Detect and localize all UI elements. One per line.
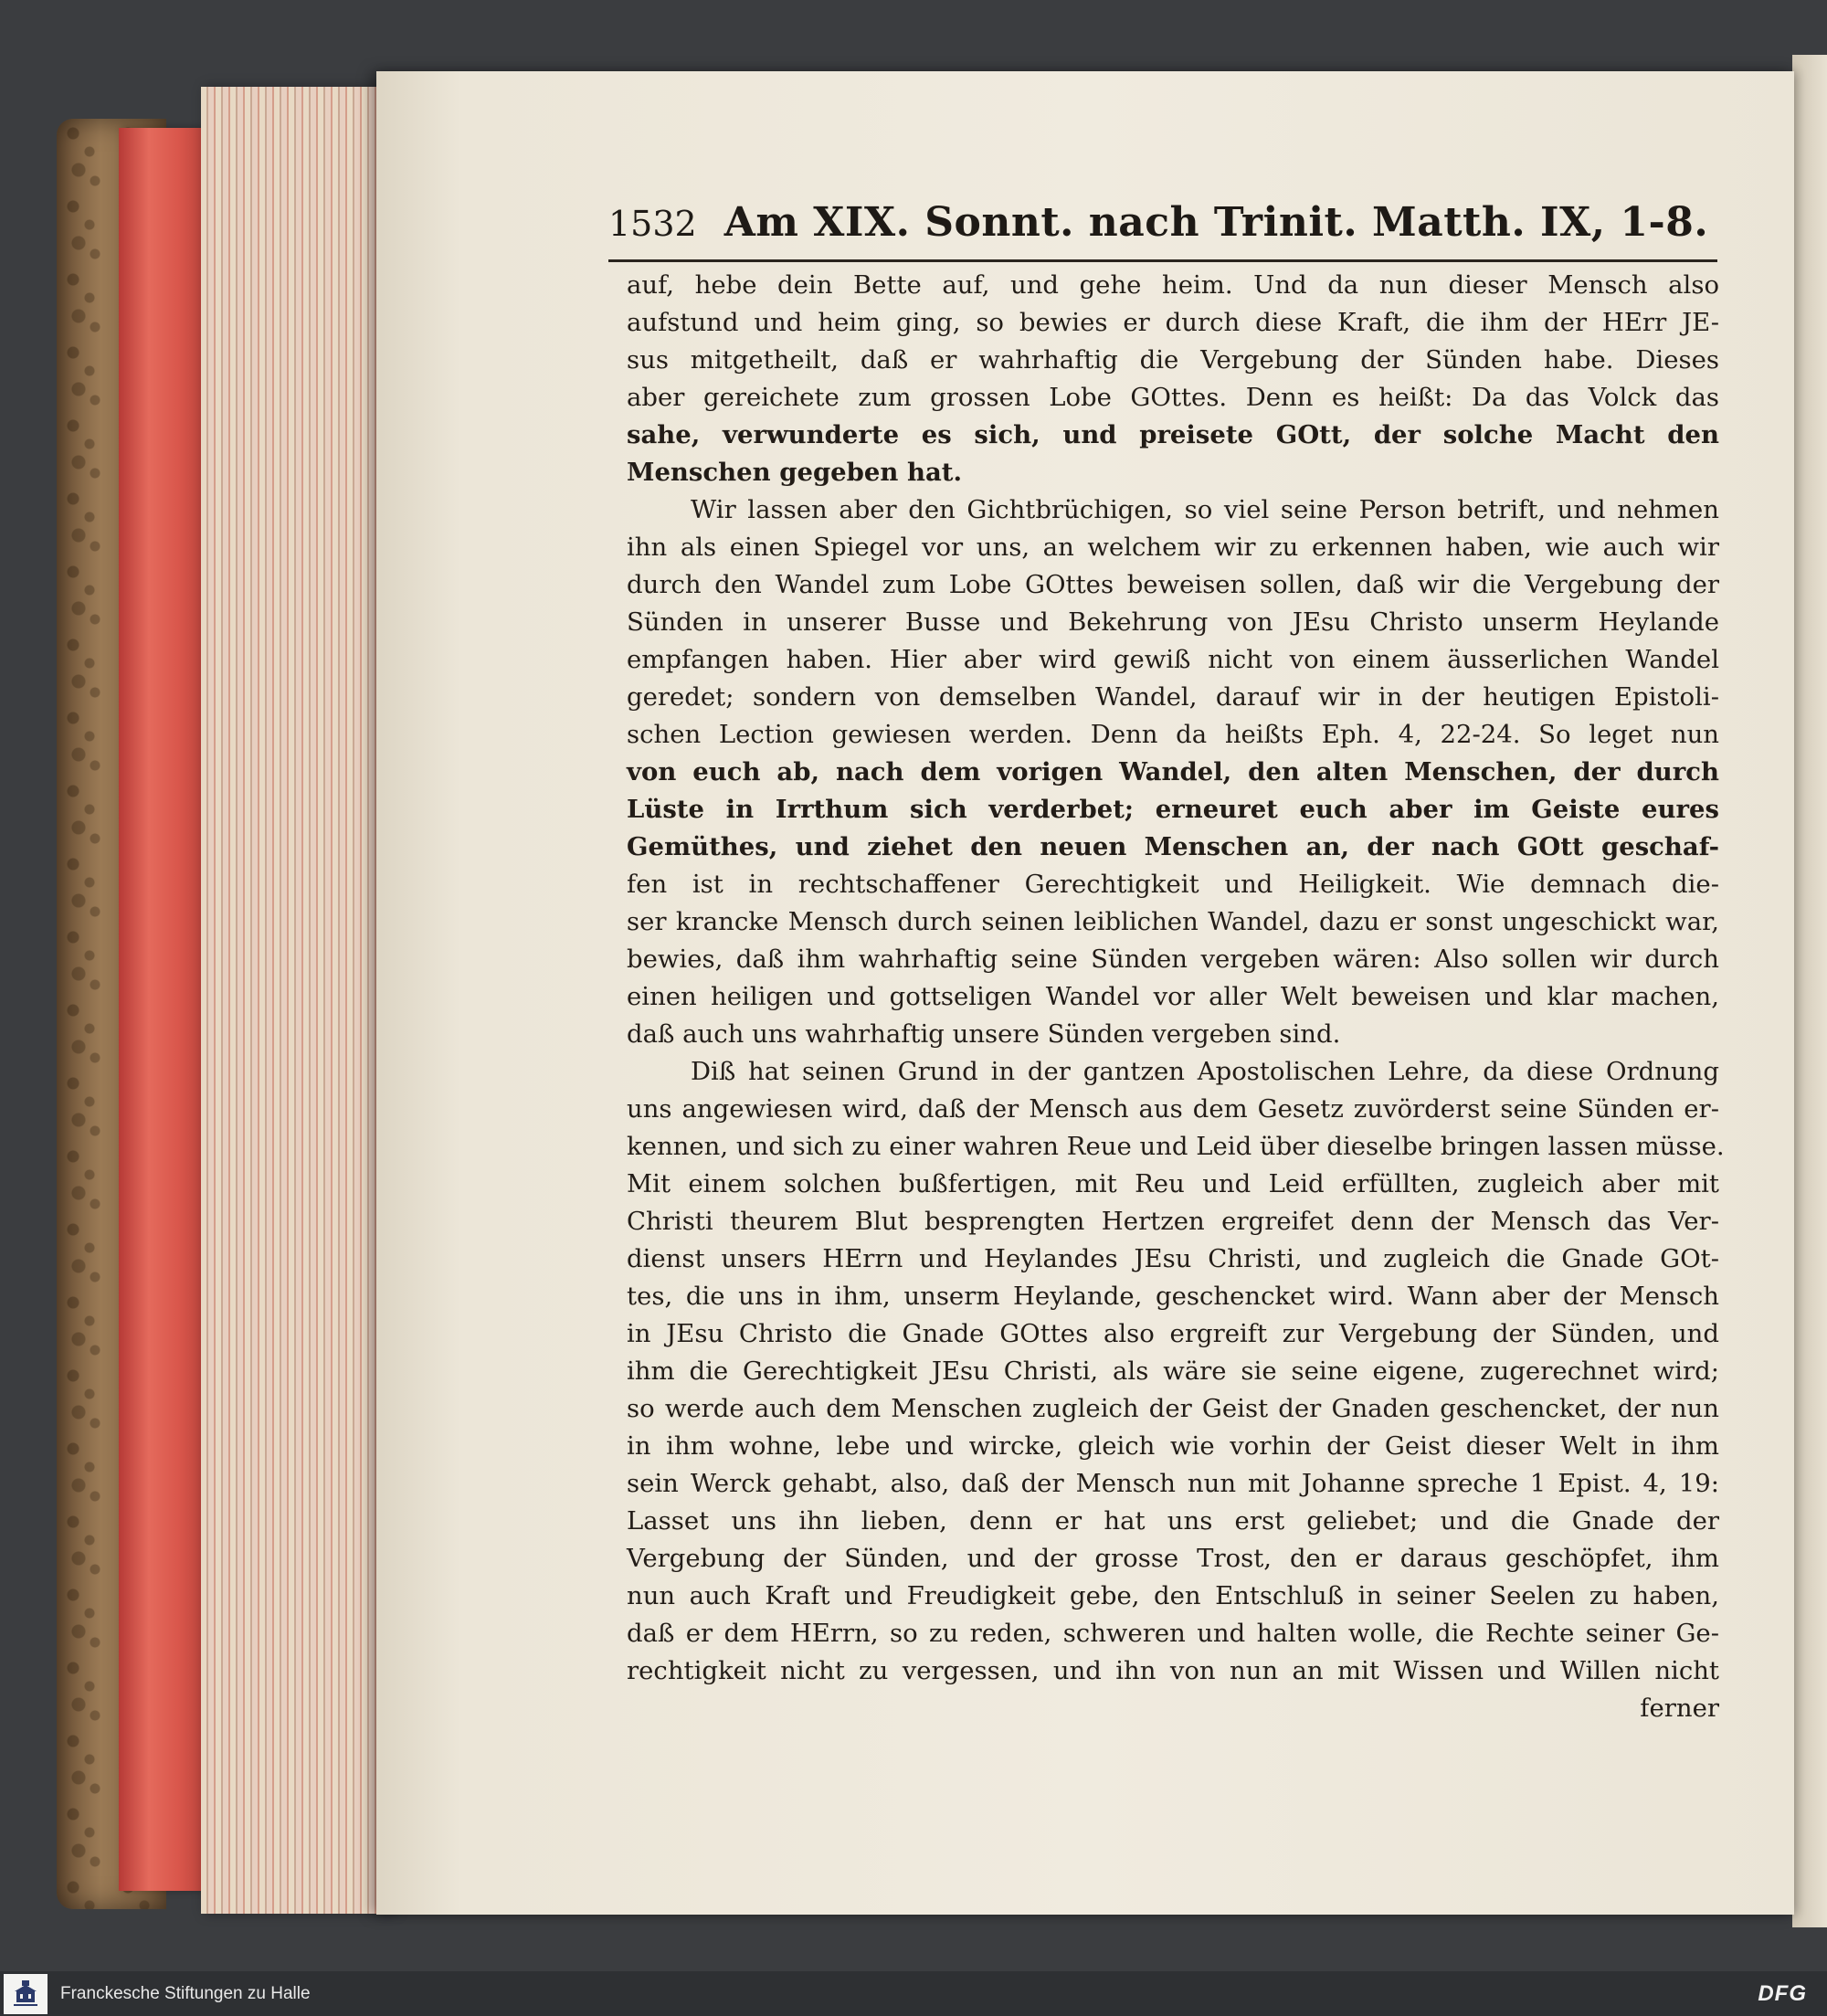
text-line: ihn als einen Spiegel vor uns, an welchem wir zu erkennen haben, wie auch wir bbox=[627, 533, 1719, 562]
text-line: fen ist in rechtschaffener Gerechtigkeit und Heiligkeit. Wie demnach die- bbox=[627, 870, 1719, 899]
text-line: daß er dem HErrn, so zu reden, schweren und halten wolle, die Rechte seiner Ge- bbox=[627, 1619, 1719, 1648]
text-line: geredet; sondern von demselben Wandel, darauf wir in der heutigen Epistoli- bbox=[627, 682, 1719, 712]
text-line: Wir lassen aber den Gichtbrüchigen, so viel seine Person betrift, und nehmen bbox=[691, 495, 1719, 524]
text-line: durch den Wandel zum Lobe GOttes beweisen sollen, daß wir die Vergebung der bbox=[627, 570, 1719, 599]
institution-logo-icon[interactable] bbox=[4, 1974, 48, 2014]
text-line: Menschen gegeben hat. bbox=[627, 458, 963, 487]
footer-bar bbox=[0, 1971, 1827, 2016]
text-line: Mit einem solchen bußfertigen, mit Reu und Leid erfüllten, zugleich aber mit bbox=[627, 1169, 1719, 1198]
page-header bbox=[608, 199, 1717, 262]
text-line: uns angewiesen wird, daß der Mensch aus dem Gesetz zuvörderst seine Sünden er- bbox=[627, 1094, 1719, 1124]
page-body-text bbox=[627, 267, 1725, 1727]
text-line: sein Werck gehabt, also, daß der Mensch nun mit Johanne spreche 1 Epist. 4, 19: bbox=[627, 1469, 1719, 1498]
text-line: Diß hat seinen Grund in der gantzen Apostolischen Lehre, da diese Ordnung bbox=[691, 1057, 1719, 1086]
text-line: ferner bbox=[1640, 1694, 1719, 1723]
text-line: Vergebung der Sünden, und der grosse Trost, den er daraus geschöpfet, ihm bbox=[627, 1544, 1719, 1573]
page-stack bbox=[201, 87, 393, 1914]
text-line: sus mitgetheilt, daß er wahrhaftig die Vergebung der Sünden habe. Dieses bbox=[627, 345, 1719, 375]
running-head: Am XIX. Sonnt. nach Trinit. Matth. IX, 1-8. bbox=[723, 199, 1709, 246]
text-line: in ihm wohne, lebe und wircke, gleich wie vorhin der Geist dieser Welt in ihm bbox=[627, 1431, 1719, 1461]
text-line: von euch ab, nach dem vorigen Wandel, den alten Menschen, der durch bbox=[627, 757, 1719, 786]
text-line: aufstund und heim ging, so bewies er durch diese Kraft, die ihm der HErr JE- bbox=[627, 308, 1719, 337]
page-number: 1532 bbox=[608, 204, 697, 244]
text-line: kennen, und sich zu einer wahren Reue und Leid über dieselbe bringen lassen müsse. bbox=[627, 1132, 1725, 1161]
text-line: rechtigkeit nicht zu vergessen, und ihn von nun an mit Wissen und Willen nicht bbox=[627, 1656, 1719, 1685]
text-line: empfangen haben. Hier aber wird gewiß nicht von einem äusserlichen Wandel bbox=[627, 645, 1719, 674]
facing-page-edge bbox=[1792, 55, 1827, 1927]
text-line: aber gereichete zum grossen Lobe GOttes. Denn es heißt: Da das Volck das bbox=[627, 383, 1719, 412]
text-line: nun auch Kraft und Freudigkeit gebe, den Entschluß in seiner Seelen zu haben, bbox=[627, 1581, 1719, 1610]
text-line: Lüste in Irrthum sich verderbet; erneuret euch aber im Geiste eures bbox=[627, 795, 1719, 824]
text-line: schen Lection gewiesen werden. Denn da heißts Eph. 4, 22-24. So leget nun bbox=[627, 720, 1719, 749]
text-line: so werde auch dem Menschen zugleich der Geist der Gnaden geschencket, der nun bbox=[627, 1394, 1719, 1423]
text-line: Sünden in unserer Busse und Bekehrung von JEsu Christo unserm Heylande bbox=[627, 607, 1719, 637]
text-line: Christi theurem Blut besprengten Hertzen ergreifet denn der Mensch das Ver- bbox=[627, 1207, 1719, 1236]
dfg-logo[interactable]: DFG bbox=[1758, 1980, 1807, 2006]
text-line: auf, hebe dein Bette auf, und gehe heim. Und da nun dieser Mensch also bbox=[627, 270, 1719, 300]
institution-name[interactable]: Franckesche Stiftungen zu Halle bbox=[60, 1983, 311, 2003]
text-line: Lasset uns ihn lieben, denn er hat uns erst geliebet; und die Gnade der bbox=[627, 1506, 1719, 1536]
text-line: Gemüthes, und ziehet den neuen Menschen an, der nach GOtt geschaf- bbox=[627, 832, 1719, 861]
text-line: sahe, verwunderte es sich, und preisete GOtt, der solche Macht den bbox=[627, 420, 1719, 449]
text-line: daß auch uns wahrhaftig unsere Sünden vergeben sind. bbox=[627, 1019, 1341, 1049]
text-line: dienst unsers HErrn und Heylandes JEsu Christi, und zugleich die Gnade GOt- bbox=[627, 1244, 1719, 1273]
text-line: bewies, daß ihm wahrhaftig seine Sünden vergeben wären: Also sollen wir durch bbox=[627, 945, 1719, 974]
text-line: tes, die uns in ihm, unserm Heylande, geschencket wird. Wann aber der Mensch bbox=[627, 1282, 1719, 1311]
text-line: ihm die Gerechtigkeit JEsu Christi, als wäre sie seine eigene, zugerechnet wird; bbox=[627, 1356, 1719, 1386]
text-line: in JEsu Christo die Gnade GOttes also ergreift zur Vergebung der Sünden, und bbox=[627, 1319, 1719, 1348]
text-line: ser krancke Mensch durch seinen leiblichen Wandel, dazu er sonst ungeschickt war, bbox=[627, 907, 1719, 936]
text-line: einen heiligen und gottseligen Wandel vor aller Welt beweisen und klar machen, bbox=[627, 982, 1719, 1011]
